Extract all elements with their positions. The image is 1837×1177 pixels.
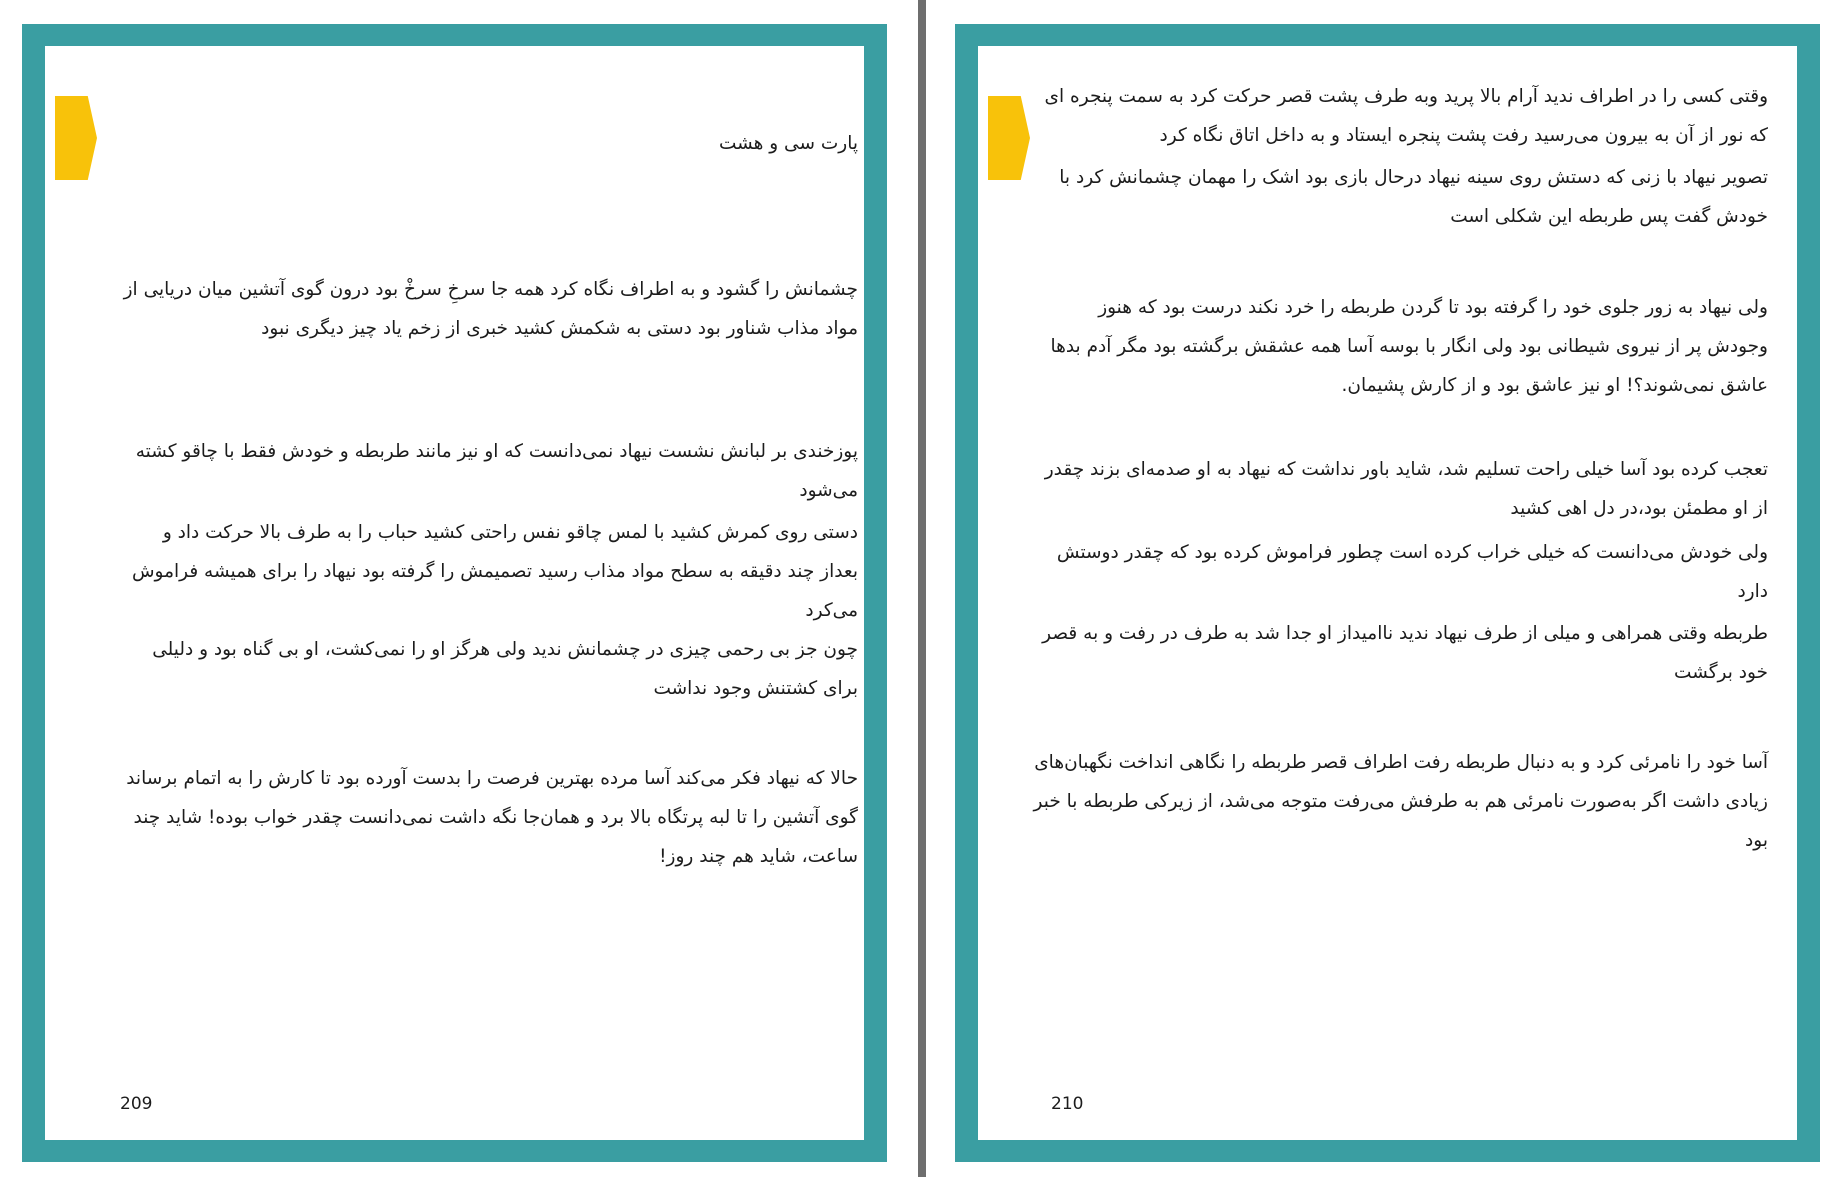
- page-content: [45, 46, 864, 1140]
- paragraph: ولی خودش می‌دانست که خیلی خراب کرده است چطور فراموش کرده بود که چقدر دوستش دارد: [1056, 542, 1768, 602]
- paragraph: چشمانش را گشود و به اطراف نگاه کرد همه جا سرخِ سرخْ بود درون گوی آتشین میان دریایی از مواد مذاب شناور بود دستی به شکمش کشید خبری از زخم یاد چیز دیگری نبود: [123, 279, 858, 339]
- page-number: 209: [120, 1094, 153, 1114]
- paragraph: دستی روی کمرش کشید با لمس چاقو نفس راحتی کشید حباب را به طرف بالا حرکت داد و بعداز چند دقیقه به سطح مواد مذاب رسید تصمیمش را گرفته بود نیهاد را برای همیشه فراموش می‌کرد: [131, 522, 858, 621]
- page-209: [22, 24, 887, 1162]
- paragraph: طربطه وقتی همراهی و میلی از طرف نیهاد ندید ناامیداز او جدا شد به طرف در رفت و به قصر خود برگشت: [1042, 623, 1768, 683]
- bookmark-tab-icon: [55, 96, 97, 180]
- paragraph: چون جز بی رحمی چیزی در چشمانش ندید ولی هرگز او را نمی‌کشت، او بی گناه بود و دلیلی برای کشتنش وجود نداشت: [152, 639, 858, 699]
- chapter-title: پارت سی و هشت: [718, 133, 858, 154]
- page-210: [955, 24, 1820, 1162]
- paragraph: تعجب کرده بود آسا خیلی راحت تسلیم شد، شاید باور نداشت که نیهاد به او صدمه‌ای بزند چقدر از او مطمئن بود،در دل اهی کشید: [1044, 459, 1768, 519]
- page-content: [978, 46, 1797, 1140]
- page-divider: [918, 0, 926, 1177]
- paragraph: آسا خود را نامرئی کرد و به دنبال طربطه رفت اطراف قصر طربطه را نگاهی انداخت نگهبان‌های زیادی داشت اگر به‌صورت نامرئی هم به طرفش می‌رفت متوجه می‌شد، از زیرکی طربطه با خبر بود: [1033, 752, 1768, 851]
- paragraph: پوزخندی بر لبانش نشست نیهاد نمی‌دانست که او نیز مانند طربطه و خودش فقط با چاقو کشته می‌شود: [135, 441, 858, 501]
- paragraph: وقتی کسی را در اطراف ندید آرام بالا پرید وبه طرف پشت قصر حرکت کرد به سمت پنجره ای که نور از آن به بیرون می‌رسید رفت پشت پنجره ایستاد و به داخل اتاق نگاه کرد: [1044, 86, 1768, 146]
- bookmark-tab-icon: [988, 96, 1030, 180]
- page-number: 210: [1051, 1094, 1084, 1114]
- paragraph: تصویر نیهاد با زنی که دستش روی سینه نیهاد درحال بازی بود اشک را مهمان چشمانش کرد با خودش گفت پس طربطه این شکلی است: [1059, 167, 1768, 227]
- paragraph: ولی نیهاد به زور جلوی خود را گرفته بود تا گردن طربطه را خرد نکند درست بود که هنوز وجودش پر از نیروی شیطانی بود ولی انگار با بوسه آسا همه عشقش برگشته بود مگر آدم بدها عاشق نمی‌شوند؟! او نیز عاشق بود و از کارش پشیمان.: [1050, 297, 1768, 396]
- paragraph: حالا که نیهاد فکر می‌کند آسا مرده بهترین فرصت را بدست آورده بود تا کارش را به اتمام برساند گوی آتشین را تا لبه پرتگاه بالا برد و همان‌جا نگه داشت نمی‌دانست چقدر خواب بوده! شاید چند ساعت، شاید هم چند روز!: [126, 768, 858, 867]
